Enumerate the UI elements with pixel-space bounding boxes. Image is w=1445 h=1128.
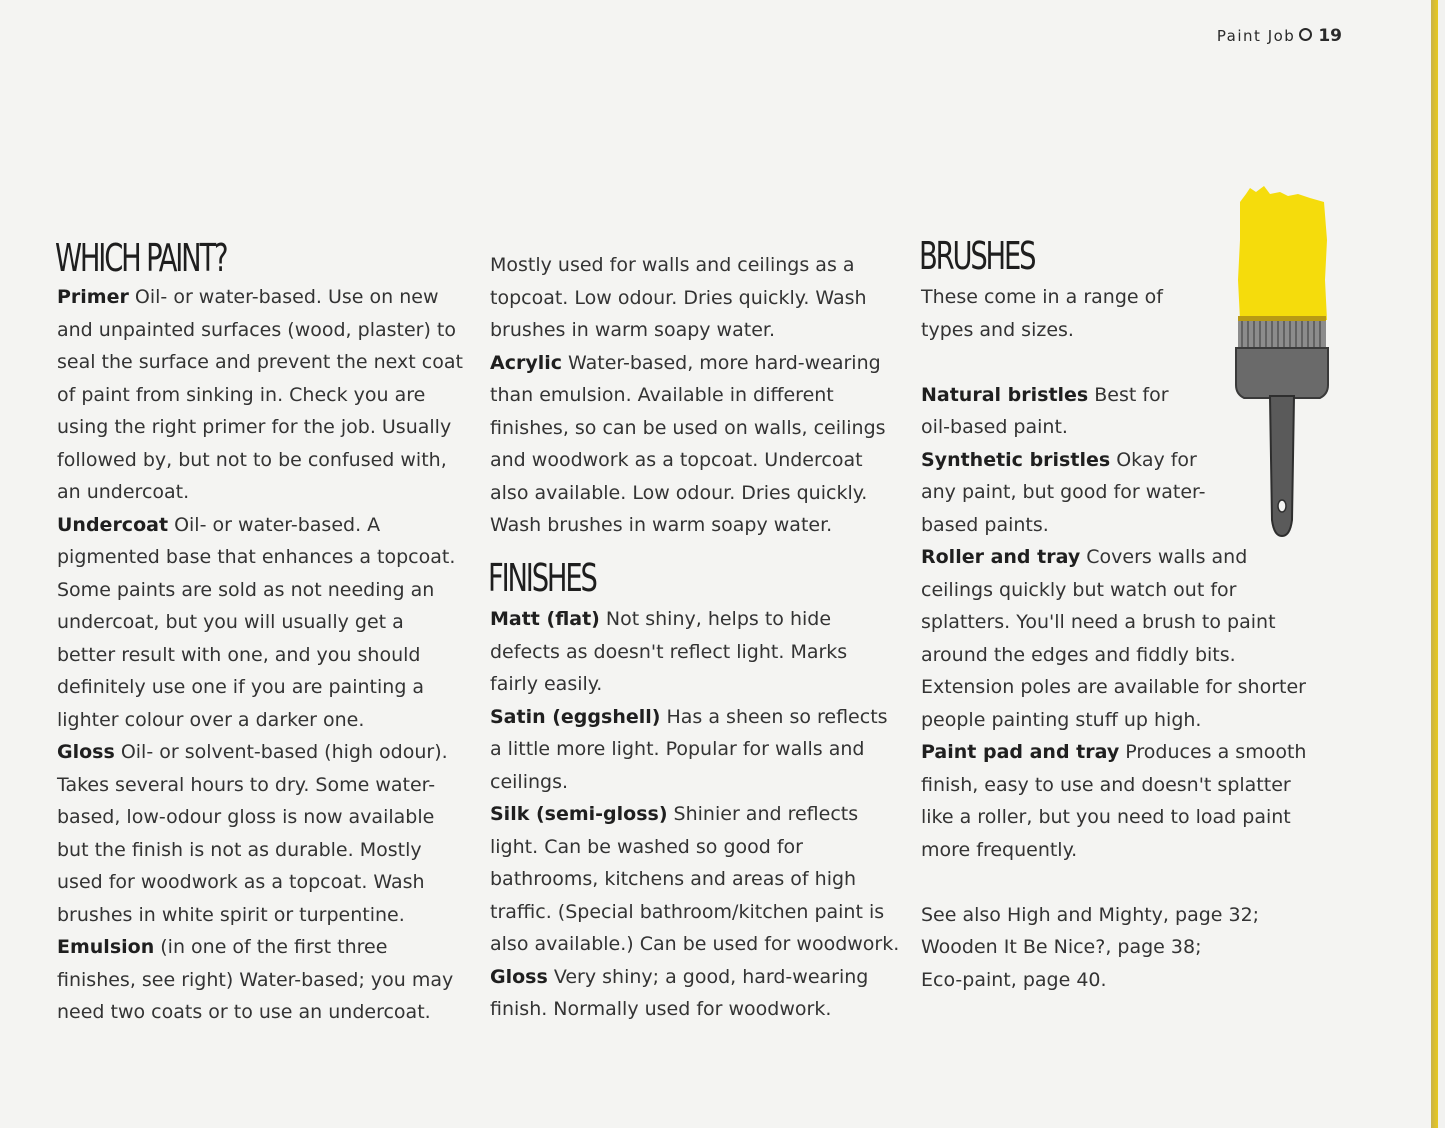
brush-handle [1270,396,1294,536]
synthetic-bristles-text: Okay for any paint, but good for water-based paints. [921,448,1206,536]
undercoat-term: Undercoat [57,513,169,536]
natural-bristles-paragraph [921,379,1191,444]
which-paint-heading: WHICH PAINT? [55,236,227,280]
which-paint-column [57,281,467,1029]
gloss-term: Gloss [57,741,115,763]
running-head [1217,26,1342,46]
silk-term: Silk (semi-gloss) [490,803,668,825]
page-edge [1431,0,1438,1128]
silk-paragraph [490,798,900,961]
finish-gloss-paragraph [490,961,900,1026]
emulsion-text: (in one of the first three finishes, see right) Water-based; you may need two coats or to use an undercoat. [57,936,454,1023]
silk-text: Shinier and reflects light. Can be washed so good for bathrooms, kitchens and areas of high traffic. (Special bathroom/kitchen paint is also available.) Can be used for woodwork. [490,803,900,955]
brush-ferrule [1236,348,1328,398]
matt-term: Matt (flat) [490,608,600,630]
acrylic-text: Water-based, more hard-wearing than emulsion. Available in different finishes, so can be used on walls, ceilings and woodwork as a topcoat. Undercoat also available. Low odour. Dries quickly. Wash brushes in warm soapy water. [490,351,886,536]
page-number: 19 [1318,26,1342,46]
finish-gloss-text: Very shiny; a good, hard-wearing finish. Normally used for woodwork. [490,965,869,1020]
primer-term: Primer [57,286,129,308]
undercoat-text: Oil- or water-based. A pigmented base that enhances a topcoat. Some paints are sold as not needing an undercoat, but you will usually get a better result with one, and you should definitely use one if you are painting a lighter colour over a darker one. [57,513,456,731]
see-also-line-1: See also High and Mighty, page 32; [921,903,1260,926]
running-head-title: Paint Job [1216,27,1296,45]
brushes-intro: These come in a range of types and sizes. [921,286,1163,341]
paint-pad-paragraph [921,736,1321,866]
satin-paragraph [490,701,900,799]
brushes-heading: BRUSHES [919,234,1035,278]
yellow-paint-stroke [1238,186,1327,320]
brush-bristles [1238,316,1326,350]
roller-term: Roller and tray [921,546,1081,568]
matt-paragraph [490,603,900,701]
finishes-column [490,603,900,1026]
gloss-text: Oil- or solvent-based (high odour). Takes several hours to dry. Some water-based, low-odour gloss is now available but the finish is not as durable. Mostly used for woodwork as a topcoat. Wash brushes in white spirit or turpentine. [57,741,448,926]
paint-pad-term: Paint pad and tray [921,741,1120,763]
finish-gloss-term: Gloss [490,965,548,988]
separator-circle-icon [1299,28,1312,41]
synthetic-bristles-paragraph [921,444,1206,542]
spacer [921,866,1331,899]
emulsion-continued: Mostly used for walls and ceilings as a topcoat. Low odour. Dries quickly. Wash brushes in warm soapy water. [490,254,867,341]
paintbrush-icon [1232,180,1332,540]
column-two [490,249,900,542]
acrylic-term: Acrylic [490,351,563,374]
acrylic-paragraph [490,347,900,542]
see-also-line-2: Wooden It Be Nice?, page 38; [921,936,1202,958]
primer-paragraph [57,281,467,509]
natural-bristles-term: Natural bristles [921,383,1089,406]
satin-text: Has a sheen so reflects a little more light. Popular for walls and ceilings. [490,705,888,793]
roller-text: Covers walls and ceilings quickly but watch out for splatters. You'll need a brush to paint around the edges and fiddly bits. Extension poles are available for shorter people painting stuff up high. [921,546,1306,731]
emulsion-term: Emulsion [57,936,155,958]
undercoat-paragraph [57,509,467,737]
natural-bristles-text: Best for oil-based paint. [921,383,1169,438]
primer-text: Oil- or water-based. Use on new and unpainted surfaces (wood, plaster) to seal the surface and prevent the next coat of paint from sinking in. Check you are using the right primer for the job. Usually followed by, but not to be confused with, an undercoat. [57,286,463,503]
emulsion-paragraph [57,931,467,1029]
matt-text: Not shiny, helps to hide defects as doesn't reflect light. Marks fairly easily. [490,608,848,695]
finishes-heading: FINISHES [488,556,596,600]
synthetic-bristles-term: Synthetic bristles [921,448,1111,471]
paint-pad-text: Produces a smooth finish, easy to use and doesn't splatter like a roller, but you need to load paint more frequently. [921,741,1307,861]
handle-hole [1278,500,1286,512]
satin-term: Satin (eggshell) [490,705,661,728]
see-also-line-3: Eco-paint, page 40. [921,968,1107,991]
roller-paragraph [921,541,1321,736]
gloss-paragraph [57,736,467,931]
